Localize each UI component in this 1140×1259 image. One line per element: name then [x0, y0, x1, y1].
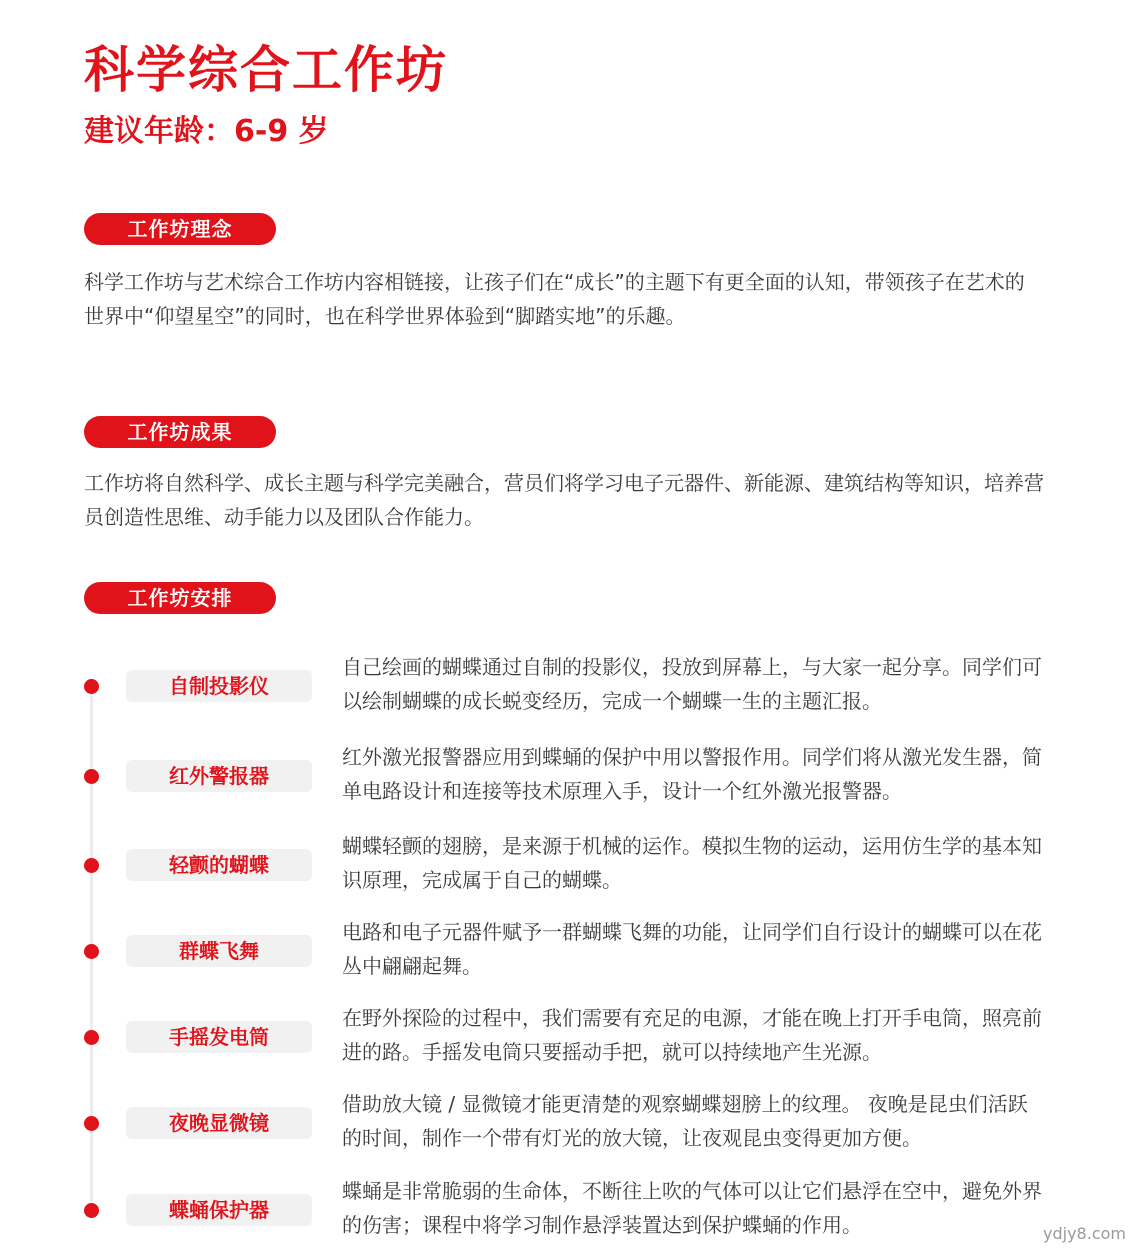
schedule-item-description: 红外激光报警器应用到蝶蛹的保护中用以警报作用。同学们将从激光发生器，简单电路设计和连接等技术原理入手，设计一个红外激光报警器。: [342, 745, 1042, 803]
concept-heading-badge: 工作坊理念: [84, 213, 276, 245]
schedule-item-label: 手摇发电筒: [126, 1021, 312, 1053]
timeline-dot-icon: [84, 1203, 99, 1218]
schedule-heading-badge: 工作坊安排: [84, 582, 276, 614]
schedule-item: [0, 740, 1140, 810]
schedule-item-description: 借助放大镜 / 显微镜才能更清楚的观察蝴蝶翅膀上的纹理。 夜晚是昆虫们活跃的时间，制作一个带有灯光的放大镜，让夜观昆虫变得更加方便。: [342, 1092, 1028, 1150]
timeline-dot-icon: [84, 944, 99, 959]
schedule-item: [0, 915, 1140, 985]
schedule-item: [0, 1174, 1140, 1244]
timeline-dot-icon: [84, 769, 99, 784]
timeline-dot-icon: [84, 858, 99, 873]
schedule-item: [0, 1087, 1140, 1157]
results-heading-badge: 工作坊成果: [84, 416, 276, 448]
schedule-item-label: 自制投影仪: [126, 670, 312, 702]
schedule-item-label: 夜晚显微镜: [126, 1107, 312, 1139]
watermark: ydjy8.com: [1043, 1224, 1126, 1243]
schedule-item: [0, 1001, 1140, 1071]
schedule-item-description: 蝶蛹是非常脆弱的生命体，不断往上吹的气体可以让它们悬浮在空中，避免外界的伤害；课程中将学习制作悬浮装置达到保护蝶蛹的作用。: [342, 1179, 1042, 1237]
schedule-item: [0, 650, 1140, 720]
schedule-item-label: 蝶蛹保护器: [126, 1194, 312, 1226]
timeline-dot-icon: [84, 679, 99, 694]
page-title: 科学综合工作坊: [84, 41, 448, 99]
schedule-item-description: 蝴蝶轻颤的翅膀，是来源于机械的运作。模拟生物的运动，运用仿生学的基本知识原理，完成属于自己的蝴蝶。: [342, 834, 1042, 892]
results-paragraph: 工作坊将自然科学、成长主题与科学完美融合，营员们将学习电子元器件、新能源、建筑结构等知识，培养营员创造性思维、动手能力以及团队合作能力。: [84, 471, 1044, 529]
schedule-item-description: 在野外探险的过程中，我们需要有充足的电源，才能在晚上打开手电筒，照亮前进的路。手摇发电筒只要摇动手把，就可以持续地产生光源。: [342, 1006, 1042, 1064]
schedule-item-description: 自己绘画的蝴蝶通过自制的投影仪，投放到屏幕上，与大家一起分享。同学们可以绘制蝴蝶的成长蜕变经历，完成一个蝴蝶一生的主题汇报。: [342, 655, 1042, 713]
age-recommendation: 建议年龄：6-9 岁: [84, 114, 329, 149]
timeline-dot-icon: [84, 1116, 99, 1131]
concept-paragraph: 科学工作坊与艺术综合工作坊内容相链接，让孩子们在“成长”的主题下有更全面的认知，带领孩子在艺术的世界中“仰望星空”的同时，也在科学世界体验到“脚踏实地”的乐趣。: [84, 270, 1025, 328]
schedule-item: [0, 829, 1140, 899]
schedule-item-label: 红外警报器: [126, 760, 312, 792]
schedule-item-label: 群蝶飞舞: [126, 935, 312, 967]
schedule-item-label: 轻颤的蝴蝶: [126, 849, 312, 881]
schedule-item-description: 电路和电子元器件赋予一群蝴蝶飞舞的功能，让同学们自行设计的蝴蝶可以在花丛中翩翩起舞。: [342, 920, 1042, 978]
timeline-dot-icon: [84, 1030, 99, 1045]
